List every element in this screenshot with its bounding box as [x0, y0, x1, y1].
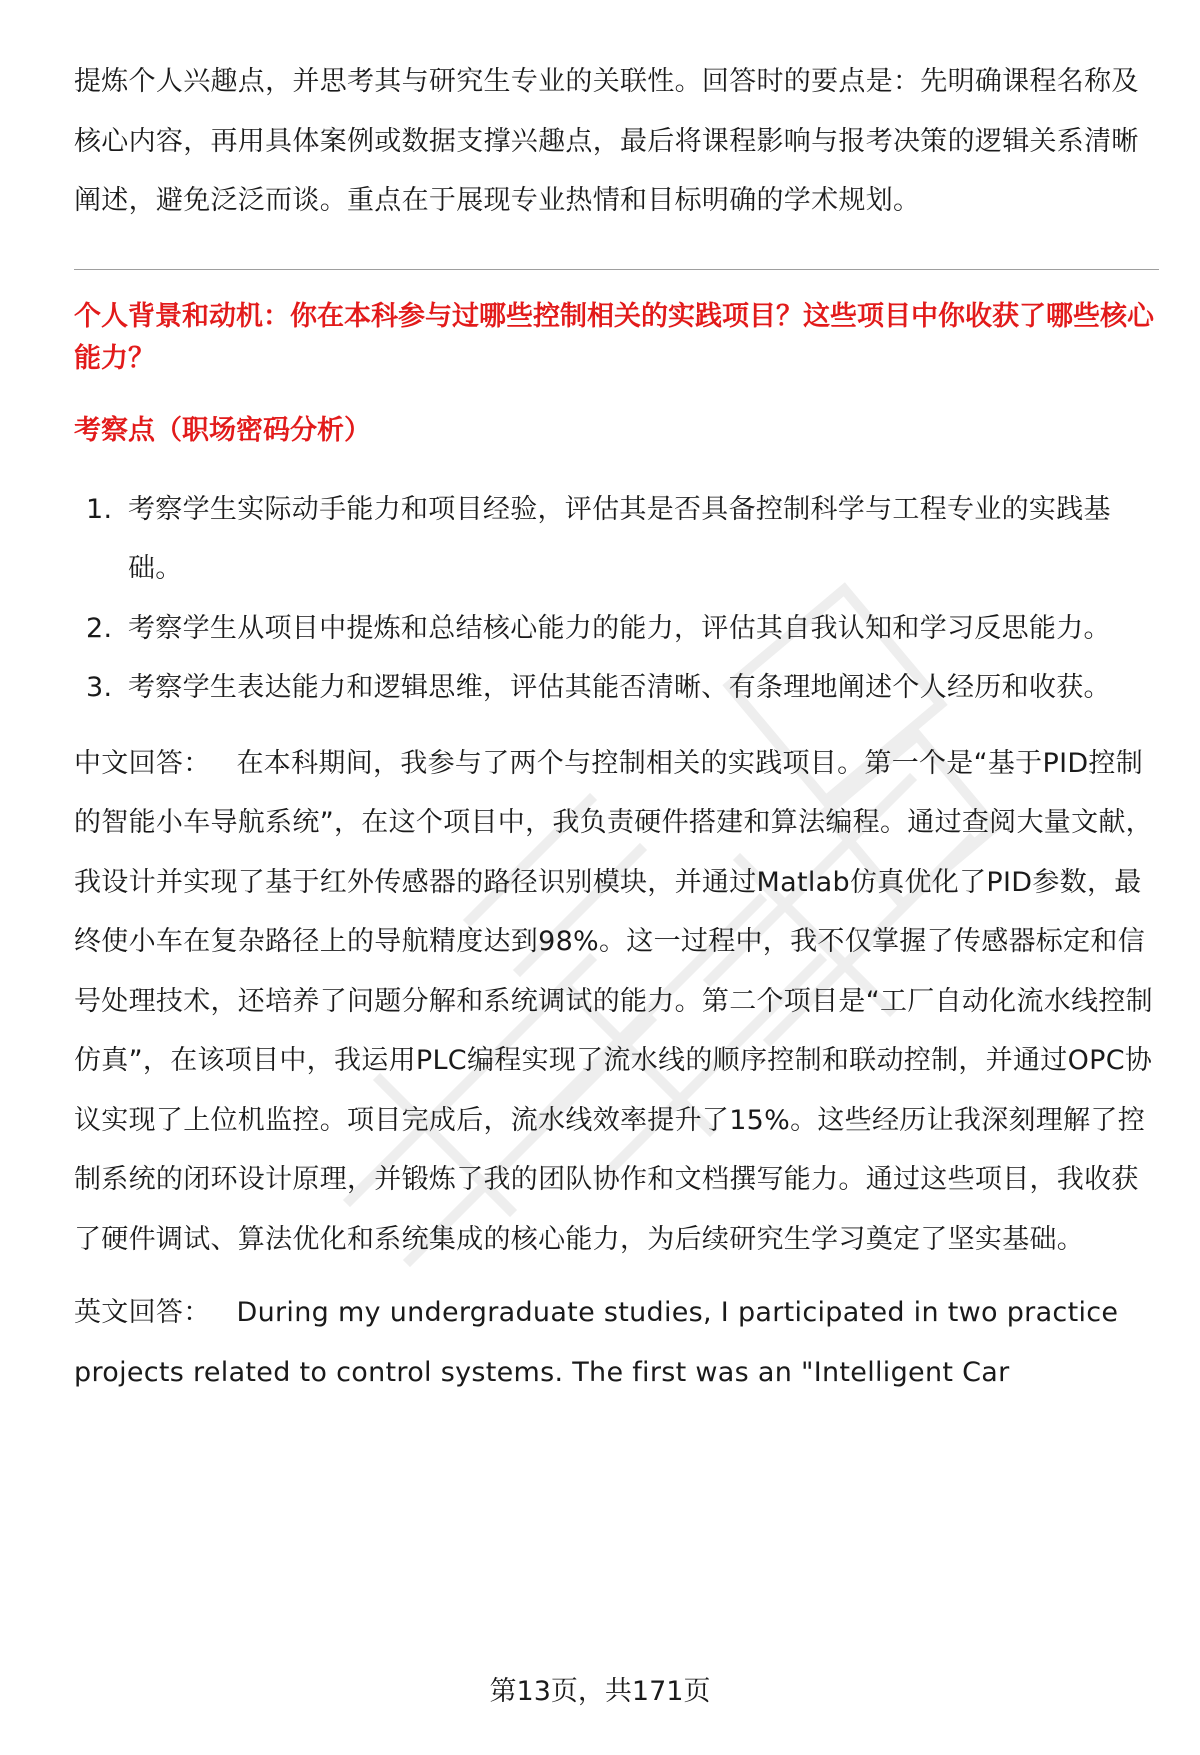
- list-text: 考察学生表达能力和逻辑思维，评估其能否清晰、有条理地阐述个人经历和收获。: [128, 672, 1111, 703]
- list-item: [74, 480, 1159, 599]
- english-answer: [74, 1283, 1159, 1402]
- chinese-answer-text: 在本科期间，我参与了两个与控制相关的实践项目。第一个是“基于PID控制的智能小车导航系统”，在这个项目中，我负责硬件搭建和算法编程。通过查阅大量文献，我设计并实现了基于红外传感器的路径识别模块，并通过Matlab仿真优化了PID参数，最终使小车在复杂路径上的导航精度达到98%。这一过程中，我不仅掌握了传感器标定和信号处理技术，还培养了问题分解和系统调试的能力。第二个项目是“工厂自动化流水线控制仿真”，在该项目中，我运用PLC编程实现了流水线的顺序控制和联动控制，并通过OPC协议实现了上位机监控。项目完成后，流水线效率提升了15%。这些经历让我深刻理解了控制系统的闭环设计原理，并锻炼了我的团队协作和文档撰写能力。通过这些项目，我收获了硬件调试、算法优化和系统集成的核心能力，为后续研究生学习奠定了坚实基础。: [74, 747, 1153, 1255]
- english-answer-text: During my undergraduate studies, I participated in two practice projects related to control systems. The first was an "Intelligent Car: [74, 1297, 1119, 1388]
- list-number: 1.: [86, 493, 113, 525]
- section-divider: [74, 269, 1159, 270]
- list-number: 2.: [86, 612, 113, 644]
- list-item: [74, 658, 1159, 718]
- assessment-points-heading: 考察点（职场密码分析）: [74, 414, 371, 446]
- chinese-answer: [74, 734, 1159, 1270]
- list-item: [74, 599, 1159, 659]
- list-number: 3.: [86, 672, 113, 703]
- page-content: [74, 52, 1159, 1402]
- intro-paragraph: 提炼个人兴趣点，并思考其与研究生专业的关联性。回答时的要点是：先明确课程名称及核心内容，再用具体案例或数据支撑兴趣点，最后将课程影响与报考决策的逻辑关系清晰阐述，避免泛泛而谈。重点在于展现专业热情和目标明确的学术规划。: [74, 66, 1139, 216]
- assessment-points-list: [74, 480, 1159, 718]
- chinese-answer-label: 中文回答：: [74, 747, 211, 779]
- english-answer-label: 英文回答：: [74, 1297, 211, 1328]
- page-footer: 第13页，共171页: [489, 1676, 711, 1707]
- list-text: 考察学生从项目中提炼和总结核心能力的能力，评估其自我认知和学习反思能力。: [128, 612, 1111, 644]
- question-heading: 个人背景和动机：你在本科参与过哪些控制相关的实践项目？这些项目中你收获了哪些核心能力？: [74, 300, 1154, 374]
- list-text: 考察学生实际动手能力和项目经验，评估其是否具备控制科学与工程专业的实践基础。: [128, 493, 1111, 584]
